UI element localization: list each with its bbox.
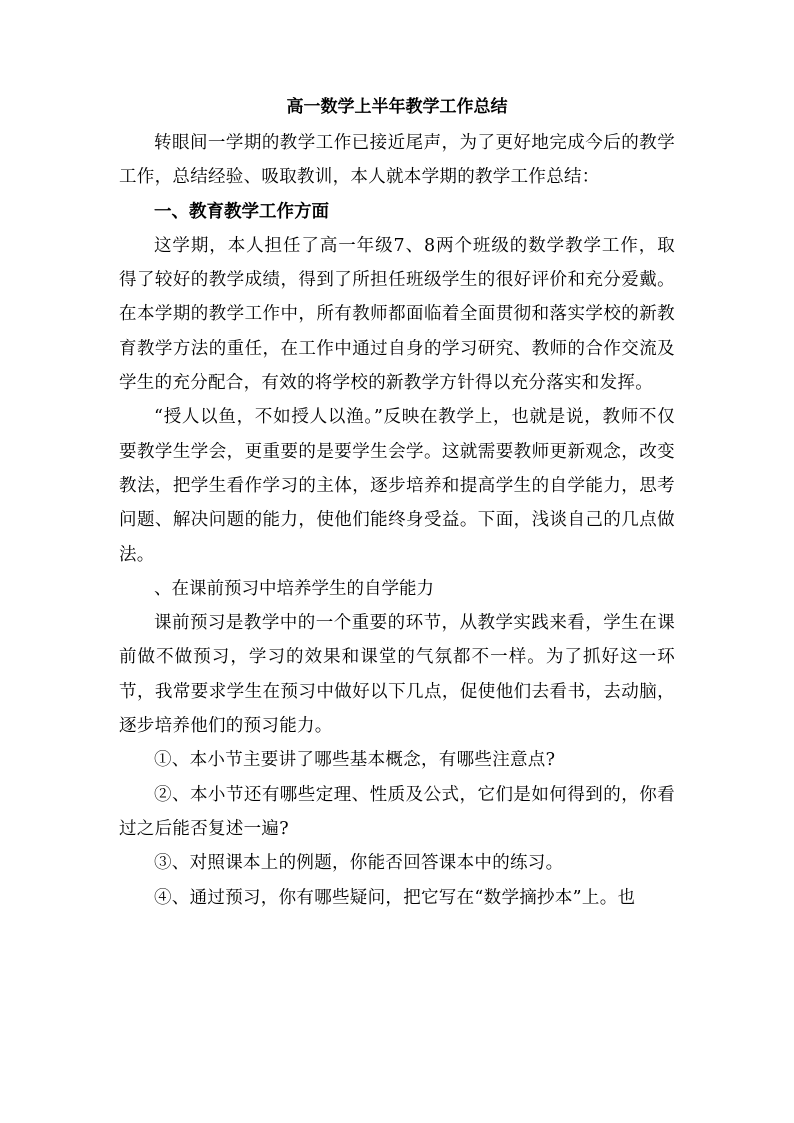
list-item: ③、对照课本上的例题，你能否回答课本中的练习。 [154, 853, 564, 874]
list-item: ②、本小节还有哪些定理、性质及公式，它们是如何得到的，你看过之后能否复述一遍? [119, 784, 675, 839]
intro-paragraph: 转眼间一学期的教学工作已接近尾声，为了更好地完成今后的教学工作，总结经验、吸取教训，本人就本学期的教学工作总结： [119, 133, 675, 188]
list-item: ①、本小节主要讲了哪些基本概念，有哪些注意点? [154, 750, 556, 771]
subsection-paragraph: 课前预习是教学中的一个重要的环节，从教学实践来看，学生在课前做不做预习，学习的效果和课堂的气氛都不一样。为了抓好这一环节，我常要求学生在预习中做好以下几点，促使他们去看书，去动脑，逐步培养他们的预习能力。 [119, 613, 675, 737]
document-body [119, 90, 675, 915]
document-title: 高一数学上半年教学工作总结 [286, 97, 508, 117]
section-paragraph-2: “授人以鱼，不如授人以渔。”反映在教学上，也就是说，教师不仅要教学生学会，更重要的是要学生会学。这就需要教师更新观念，改变教法，把学生看作学习的主体，逐步培养和提高学生的自学能力，思考问题、解决问题的能力，使他们能终身受益。下面，浅谈自己的几点做法。 [119, 407, 675, 565]
subsection-heading-preview: 、在课前预习中培养学生的自学能力 [154, 578, 434, 599]
list-item: ④、通过预习，你有哪些疑问，把它写在“数学摘抄本”上。也 [154, 887, 636, 908]
section-paragraph-1: 这学期，本人担任了高一年级7、8两个班级的数学教学工作，取得了较好的教学成绩，得到了所担任班级学生的很好评价和充分爱戴。在本学期的教学工作中，所有教师都面临着全面贯彻和落实学校的新教育教学方法的重任，在工作中通过自身的学习研究、教师的合作交流及学生的充分配合，有效的将学校的新教学方针得以充分落实和发挥。 [119, 235, 675, 394]
section-heading-teaching: 一、教育教学工作方面 [154, 201, 329, 222]
